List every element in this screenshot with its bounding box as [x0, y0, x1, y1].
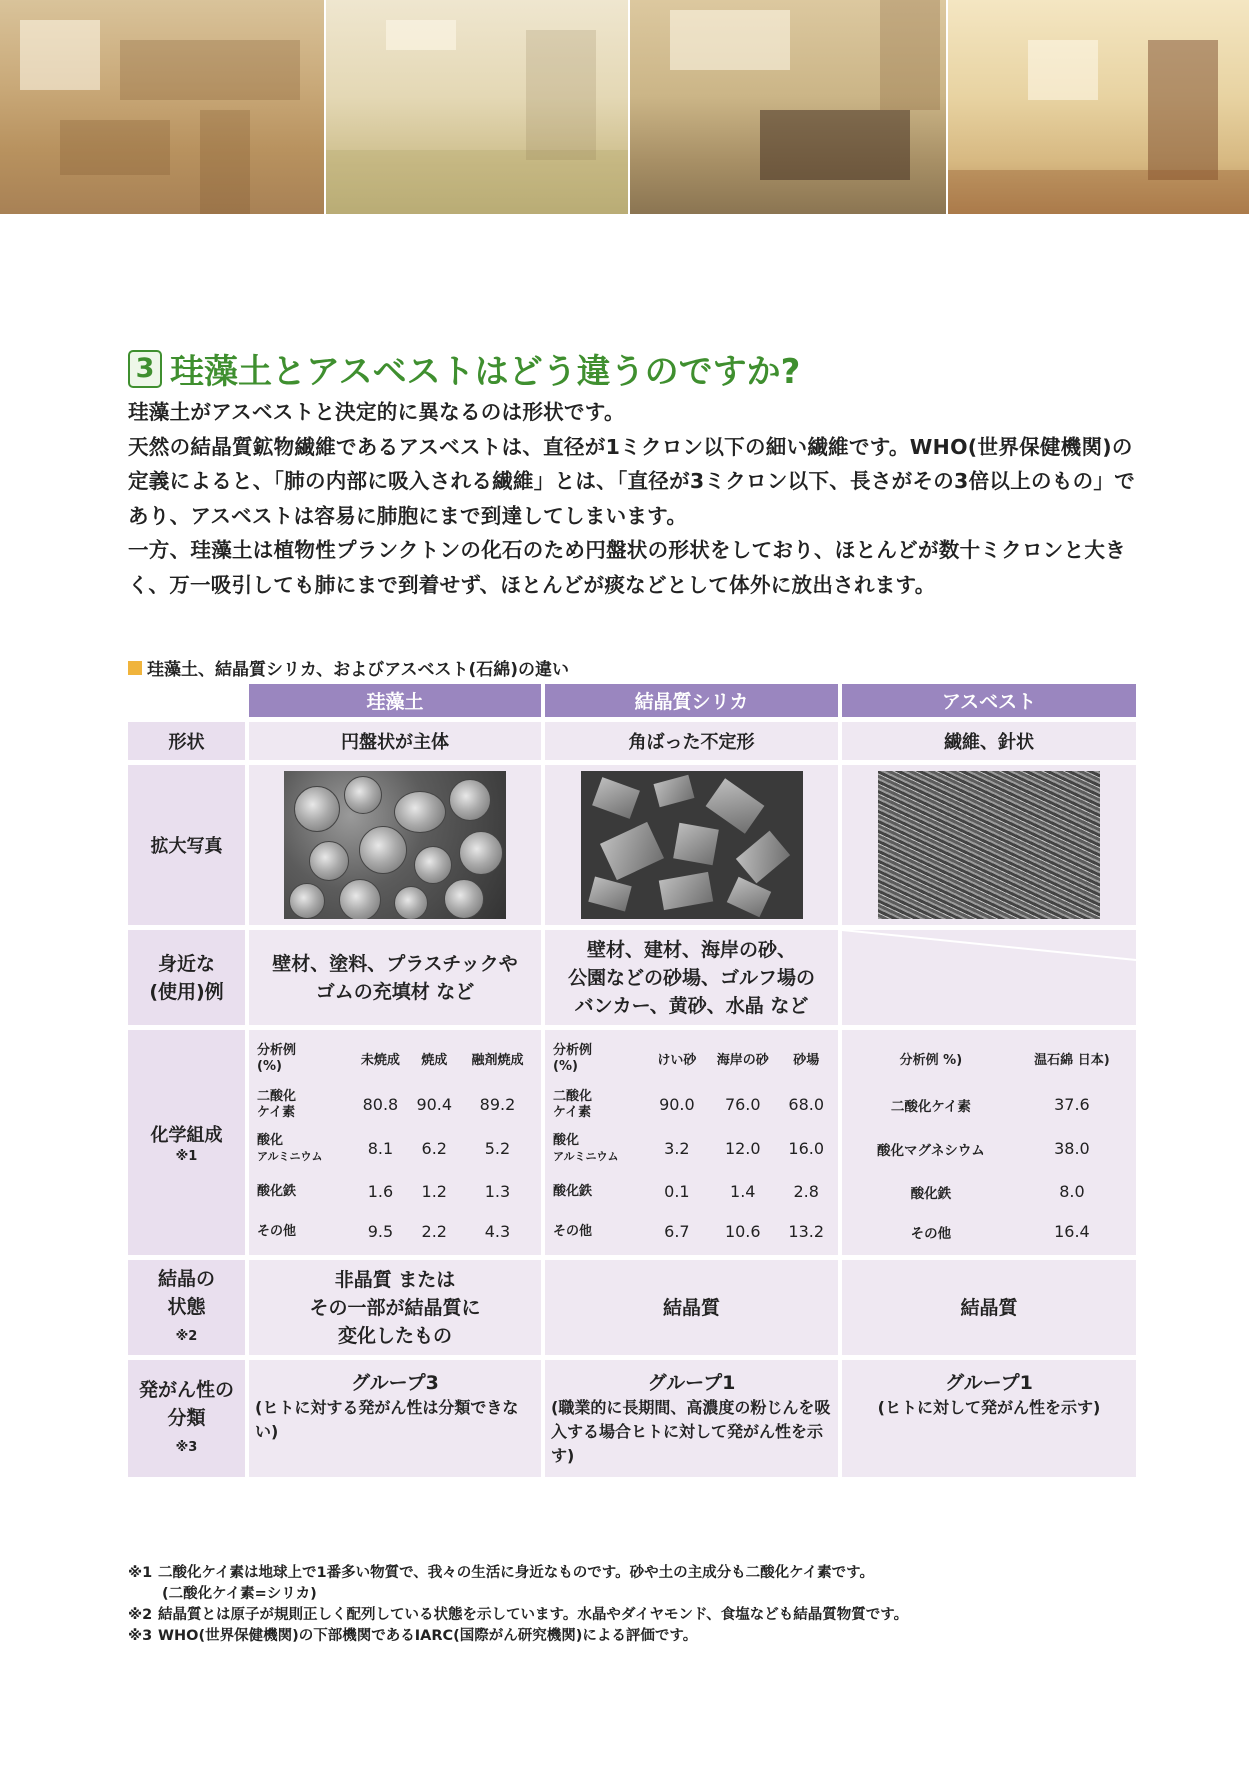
crystal-row [128, 1260, 1140, 1355]
table-row [255, 1083, 535, 1127]
chem-header: 砂場 [793, 1053, 820, 1068]
chem-key: その他 [910, 1225, 952, 1242]
usage-crystalline-silica [545, 930, 838, 1025]
chem-key: 酸化鉄 [553, 1183, 593, 1199]
table-row [551, 1171, 832, 1213]
chem-value: 5.2 [484, 1139, 511, 1158]
crystal-crystalline-silica: 結晶質 [545, 1260, 838, 1355]
comparison-table [128, 684, 1140, 1482]
chem-key: 酸化マグネシウム [877, 1142, 985, 1159]
crystal-diatomite-line-2: その一部が結晶質に [309, 1296, 481, 1319]
chem-key: 二酸化 ケイ素 [553, 1088, 593, 1120]
carcinogen-note-mark: ※3 [175, 1439, 198, 1455]
intro-text [128, 395, 1138, 602]
photo-cell-diatomite [249, 765, 541, 925]
table-caption [128, 655, 569, 680]
table-row [848, 1127, 1130, 1171]
chem-value: 8.1 [367, 1139, 394, 1158]
chem-key: 酸化鉄 [257, 1183, 297, 1199]
chem-note-mark: ※1 [175, 1149, 198, 1164]
usage-diatomite-line-2: ゴムの充填材 など [315, 980, 475, 1003]
usage-asbestos-empty [842, 930, 1136, 1025]
crystal-diatomite [249, 1260, 541, 1355]
chem-value: 9.5 [367, 1222, 394, 1241]
chem-header: 分析例 (%) [553, 1042, 593, 1074]
crystal-label-line-1: 結晶の [157, 1267, 215, 1290]
carcinogen-asbestos [842, 1360, 1136, 1477]
chem-label [128, 1030, 245, 1255]
chem-key: その他 [257, 1223, 297, 1239]
chem-key: 酸化 アルミニウム [257, 1132, 323, 1163]
carcinogen-asbestos-group: グループ1 [945, 1372, 1033, 1394]
section-title-text: 珪藻土とアスベストはどう違うのですか? [170, 352, 801, 392]
shape-diatomite: 円盤状が主体 [249, 722, 541, 760]
chem-value: 8.0 [1059, 1182, 1085, 1201]
section-title [128, 344, 800, 393]
asbestos-micrograph [878, 771, 1100, 919]
footnote-1-sub: (二酸化ケイ素=シリカ) [162, 1586, 317, 1602]
chem-value: 68.0 [788, 1095, 825, 1114]
chem-key: 酸化 アルミニウム [553, 1132, 619, 1163]
shape-crystalline-silica: 角ばった不定形 [545, 722, 838, 760]
usage-label-line-2: (使用)例 [149, 980, 224, 1003]
usage-diatomite-line-1: 壁材、塗料、プラスチックや [272, 952, 518, 975]
chem-value: 2.8 [793, 1182, 819, 1201]
table-row [255, 1213, 535, 1251]
chem-value: 89.2 [479, 1095, 516, 1114]
footnote-1-text: 二酸化ケイ素は地球上で1番多い物質で、我々の生活に身近なものです。砂や土の主成分も二酸化ケイ素です。 [158, 1565, 874, 1581]
chem-value: 6.2 [421, 1139, 447, 1158]
chem-silica-table [551, 1035, 832, 1251]
chem-key: 酸化鉄 [910, 1185, 952, 1202]
section-number-badge: 3 [128, 350, 162, 388]
carcinogen-label [128, 1360, 245, 1477]
chem-value: 3.2 [664, 1139, 690, 1158]
chem-value: 4.3 [484, 1222, 511, 1241]
chem-diatomite-table [255, 1035, 535, 1251]
column-header-diatomite: 珪藻土 [249, 684, 541, 717]
chem-key: 二酸化 ケイ素 [257, 1088, 297, 1120]
table-row [551, 1213, 832, 1251]
bedroom-photo [948, 0, 1249, 214]
table-row [848, 1213, 1130, 1251]
chem-asbestos [842, 1030, 1136, 1255]
footnote-1-mark: ※1 [128, 1565, 153, 1581]
chem-value: 0.1 [664, 1182, 690, 1201]
footnote-2-mark: ※2 [128, 1607, 153, 1623]
footnote-3-text: WHO(世界保健機関)の下部機関であるIARC(国際がん研究機関)による評価です。 [158, 1628, 698, 1644]
chem-label-text: 化学組成 [150, 1125, 223, 1146]
usage-row [128, 930, 1140, 1025]
chem-value: 16.0 [788, 1139, 825, 1158]
footnote-2 [128, 1605, 1138, 1626]
chem-asbestos-table [848, 1035, 1130, 1251]
chem-value: 90.0 [659, 1095, 695, 1114]
carcinogen-silica-group: グループ1 [647, 1372, 736, 1394]
caption-square-icon [128, 661, 142, 675]
usage-silica-line-1: 壁材、建材、海岸の砂、 [586, 938, 796, 961]
silica-micrograph [581, 771, 803, 919]
column-header-crystalline-silica: 結晶質シリカ [545, 684, 838, 717]
table-caption-text: 珪藻土、結晶質シリカ、およびアスベスト(石綿)の違い [147, 660, 570, 680]
intro-paragraph-2: 天然の結晶質鉱物繊維であるアスベストは、直径が1ミクロン以下の細い繊維です。WHO(世界保健機関)の定義によると、「肺の内部に吸入される繊維」とは、「直径が3ミクロン以下、長さがその3倍以上のもの」であり、アスベストは容易に肺胞にまで到達してしまいます。 [128, 434, 1136, 528]
carcinogen-crystalline-silica [545, 1360, 838, 1477]
carcinogen-asbestos-desc: (ヒトに対して発がん性を示す) [877, 1398, 1101, 1417]
footnote-3-mark: ※3 [128, 1628, 153, 1644]
chem-header: 融剤焼成 [471, 1053, 524, 1068]
table-row [848, 1171, 1130, 1213]
crystal-note-mark: ※2 [175, 1328, 198, 1344]
table-row [255, 1127, 535, 1171]
chem-value: 1.2 [421, 1182, 447, 1201]
chem-value: 1.6 [367, 1182, 394, 1201]
crystal-diatomite-line-3: 変化したもの [337, 1324, 452, 1347]
chem-header: 温石綿 日本) [1034, 1053, 1110, 1068]
chem-value: 2.2 [421, 1222, 447, 1241]
footnotes [128, 1563, 1138, 1647]
crystal-label [128, 1260, 245, 1355]
japanese-room-photo [326, 0, 630, 214]
footnote-3 [128, 1626, 1138, 1647]
chem-value: 90.4 [416, 1095, 453, 1114]
chem-value: 10.6 [724, 1222, 761, 1241]
chem-value: 80.8 [362, 1095, 399, 1114]
footnote-2-text: 結晶質とは原子が規則正しく配列している状態を示しています。水晶やダイヤモンド、食塩なども結晶質物質です。 [158, 1607, 909, 1623]
carcinogen-label-line-1: 発がん性の [138, 1378, 234, 1401]
usage-diatomite [249, 930, 541, 1025]
photo-cell-asbestos [842, 765, 1136, 925]
crystal-asbestos: 結晶質 [842, 1260, 1136, 1355]
chem-value: 6.7 [664, 1222, 690, 1241]
header-row [128, 684, 1140, 717]
photo-strip [0, 0, 1249, 214]
kitchen-dining-photo [0, 0, 326, 214]
photo-label: 拡大写真 [128, 765, 245, 925]
column-header-asbestos: アスベスト [842, 684, 1136, 717]
shape-asbestos: 繊維、針状 [842, 722, 1136, 760]
chem-value: 16.4 [1054, 1222, 1090, 1241]
chem-value: 13.2 [788, 1222, 825, 1241]
shape-label: 形状 [128, 722, 245, 760]
chem-diatomite [249, 1030, 541, 1255]
carcinogen-diatomite [249, 1360, 541, 1477]
chem-key: 二酸化ケイ素 [890, 1098, 971, 1115]
table-row [848, 1083, 1130, 1127]
chem-value: 12.0 [724, 1139, 761, 1158]
table-row [255, 1171, 535, 1213]
intro-paragraph-1: 珪藻土がアスベストと決定的に異なるのは形状です。 [128, 400, 625, 424]
intro-paragraph-3: 一方、珪藻土は植物性プランクトンの化石のため円盤状の形状をしており、ほとんどが数十ミクロンと大きく、万一吸引しても肺にまで到着せず、ほとんどが痰などとして体外に放出されます。 [128, 538, 1126, 597]
chem-header: 分析例 (%) [257, 1042, 297, 1074]
carcinogen-diatomite-group: グループ3 [351, 1372, 439, 1394]
photo-cell-crystalline-silica [545, 765, 838, 925]
carcinogen-silica-desc: (職業的に長期間、高濃度の粉じんを吸入する場合ヒトに対して発がん性を示す) [551, 1398, 831, 1465]
usage-label [128, 930, 245, 1025]
chem-value: 37.6 [1054, 1095, 1090, 1114]
chem-header: けい砂 [657, 1053, 697, 1068]
chem-row [128, 1030, 1140, 1255]
chem-value: 1.4 [730, 1182, 756, 1201]
carcinogen-diatomite-desc: (ヒトに対する発がん性は分類できない) [255, 1398, 519, 1441]
chem-key: その他 [553, 1223, 593, 1239]
chem-value: 76.0 [724, 1095, 761, 1114]
chem-value: 1.3 [484, 1182, 511, 1201]
chem-header: 分析例 %) [899, 1053, 963, 1068]
usage-silica-line-2: 公園などの砂場、ゴルフ場の [567, 966, 815, 989]
table-row [551, 1083, 832, 1127]
header-corner [128, 684, 245, 717]
carcinogen-label-line-2: 分類 [167, 1406, 206, 1429]
chem-header: 焼成 [421, 1053, 448, 1068]
chem-value: 38.0 [1054, 1139, 1090, 1158]
photo-row [128, 765, 1140, 925]
living-room-photo [630, 0, 948, 214]
diatomite-micrograph [284, 771, 506, 919]
shape-row [128, 722, 1140, 760]
footnote-1 [128, 1563, 1138, 1584]
crystal-diatomite-line-1: 非晶質 または [334, 1268, 456, 1291]
carcinogen-row [128, 1360, 1140, 1477]
table-row [551, 1127, 832, 1171]
crystal-label-line-2: 状態 [167, 1295, 206, 1318]
diagonal-line [842, 930, 1136, 1025]
chem-header: 海岸の砂 [716, 1053, 769, 1068]
chem-header: 未焼成 [360, 1053, 400, 1068]
usage-label-line-1: 身近な [157, 952, 215, 975]
chem-crystalline-silica [545, 1030, 838, 1255]
usage-silica-line-3: バンカー、黄砂、水晶 など [574, 994, 809, 1017]
